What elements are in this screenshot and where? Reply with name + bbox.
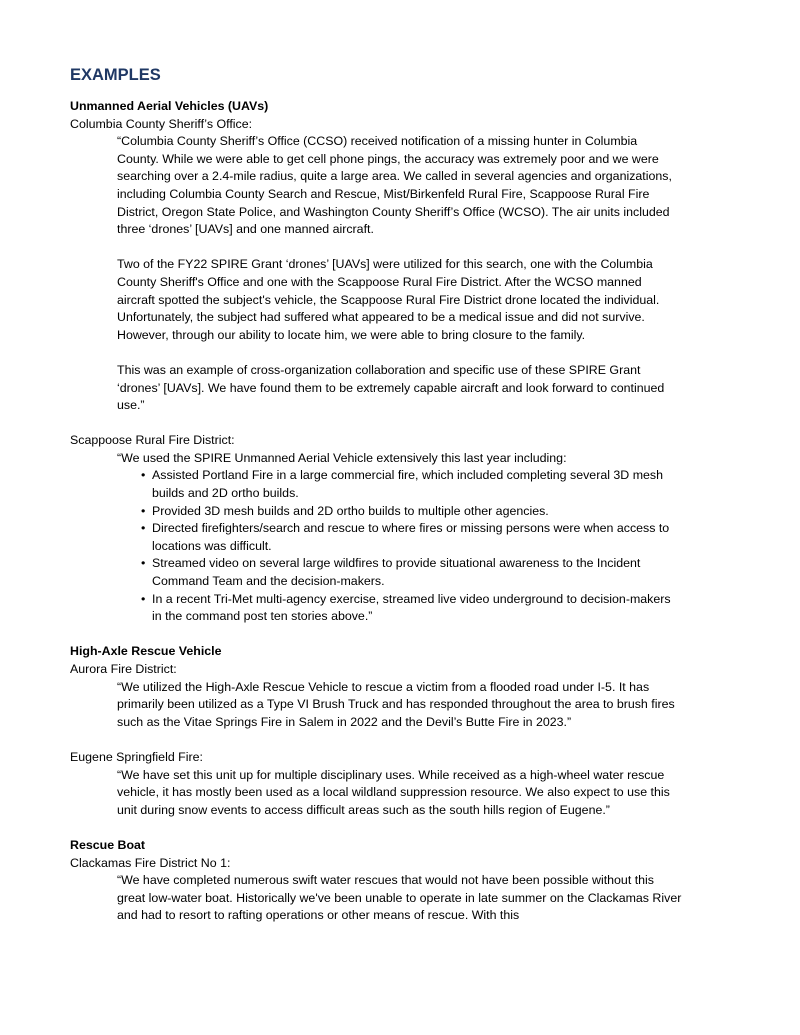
list-item-text: Streamed video on several large wildfires to provide situational awareness to the Incident Command Team and the decision-makers. xyxy=(152,556,641,589)
eugene-org-label: Eugene Springfield Fire: xyxy=(70,749,203,764)
high-axle-heading: High-Axle Rescue Vehicle xyxy=(70,644,222,659)
bullet-icon: • xyxy=(141,591,146,606)
clackamas-quote: “We have completed numerous swift water rescues that would not have been possible without this great low-water boat. Historically we've been unable to operate in late summer on the Clackamas River and had to resort to rafting operations or other means of rescue. With this xyxy=(117,873,682,923)
bullet-icon: • xyxy=(141,556,146,571)
list-item xyxy=(142,520,682,555)
ccso-paragraph: “Columbia County Sheriff’s Office (CCSO) received notification of a missing hunter in Columbia County. While we were able to get cell phone pings, the accuracy was extremely poor and we were searching over a 2.4-mile radius, quite a large area. We called in several agencies and organizations, including Columbia County Search and Rescue, Mist/Birkenfeld Rural Fire, Scappoose Rural Fire District, Oregon State Police, and Washington County Sheriff’s Office (WCSO). The air units included three ‘drones’ [UAVs] and one manned aircraft. xyxy=(117,134,672,237)
list-item-text: Provided 3D mesh builds and 2D ortho builds to multiple other agencies. xyxy=(152,503,549,518)
uav-section xyxy=(70,98,690,626)
clackamas-org-label: Clackamas Fire District No 1: xyxy=(70,855,231,870)
scappoose-intro: “We used the SPIRE Unmanned Aerial Vehicle extensively this last year including: xyxy=(117,450,567,465)
bullet-icon: • xyxy=(141,468,146,483)
ccso-quote xyxy=(117,133,682,415)
scappoose-org-label: Scappoose Rural Fire District: xyxy=(70,433,235,448)
aurora-quote: “We utilized the High-Axle Rescue Vehicle to rescue a victim from a flooded road under I-5. It has primarily been utilized as a Type VI Brush Truck and has responded throughout the area to brush fires such as the Vitae Springs Fire in Salem in 2022 and the Devil’s Butte Fire in 2023.” xyxy=(117,679,675,729)
page-heading: EXAMPLES xyxy=(70,66,161,84)
list-item-text: Assisted Portland Fire in a large commercial fire, which included completing several 3D mesh builds and 2D ortho builds. xyxy=(152,468,663,501)
ccso-org-label: Columbia County Sheriff’s Office: xyxy=(70,116,253,131)
rescue-boat-section xyxy=(70,837,690,925)
eugene-quote: “We have set this unit up for multiple disciplinary uses. While received as a high-wheel water rescue vehicle, it has mostly been used as a local wildland suppression resource. We also expect to use this unit during snow events to access difficult areas such as the south hills region of Eugene.” xyxy=(117,767,670,817)
document-page xyxy=(70,62,690,925)
scappoose-bullet-list xyxy=(142,467,682,625)
rescue-boat-heading: Rescue Boat xyxy=(70,837,146,852)
ccso-paragraph: Two of the FY22 SPIRE Grant ‘drones’ [UAVs] were utilized for this search, one with the Columbia County Sheriff's Office and one with the Scappoose Rural Fire District. After the WCSO manned aircraft spotted the subject's vehicle, the Scappoose Rural Fire District drone located the individual. Unfortunately, the subject had suffered what appeared to be a medical issue and did not survive. However, through our ability to locate him, we were able to bring closure to the family. xyxy=(117,257,660,342)
aurora-org-label: Aurora Fire District: xyxy=(70,662,177,676)
ccso-paragraph: This was an example of cross-organization collaboration and specific use of these SPIRE Grant ‘drones’ [UAVs]. We have found them to be extremely capable aircraft and look forward to continued use.” xyxy=(117,362,665,413)
list-item xyxy=(142,503,682,521)
list-item xyxy=(142,467,682,502)
uav-heading: Unmanned Aerial Vehicles (UAVs) xyxy=(70,99,269,113)
list-item-text: Directed firefighters/search and rescue to where fires or missing persons were when access to locations was difficult. xyxy=(152,521,670,553)
list-item xyxy=(142,555,682,590)
list-item xyxy=(142,591,682,626)
bullet-icon: • xyxy=(141,521,146,536)
high-axle-section xyxy=(70,643,690,819)
bullet-icon: • xyxy=(141,503,146,518)
list-item-text: In a recent Tri-Met multi-agency exercise, streamed live video underground to decision-makers in the command post ten stories above.” xyxy=(152,591,671,624)
